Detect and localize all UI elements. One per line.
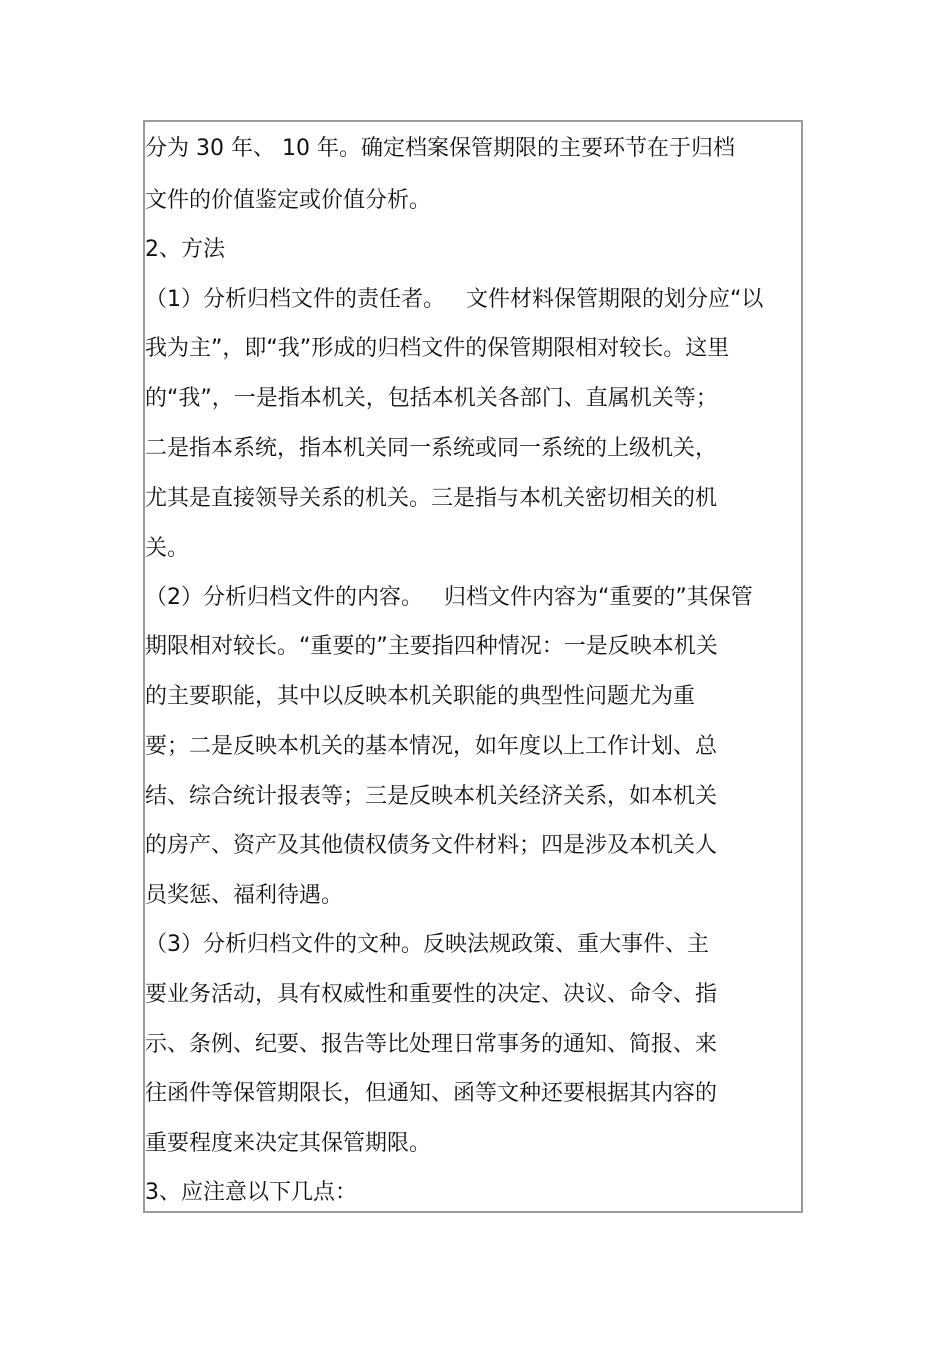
text-line-8: 尤其是直接领导关系的机关。三是指与本机关密切相关的机 <box>145 486 718 511</box>
text-line-21: 重要程度来决定其保管期限。 <box>145 1131 432 1156</box>
text-line-19: 示、条例、纪要、报告等比处理日常事务的通知、简报、来 <box>145 1032 718 1057</box>
text-line-2: 文件的价值鉴定或价值分析。 <box>145 188 432 213</box>
text-line-16: 员奖惩、福利待遇。 <box>145 883 344 908</box>
text-line-1: 分为 30 年、 10 年。确定档案保管期限的主要环节在于归档 <box>145 136 735 161</box>
document-frame <box>143 120 803 1213</box>
text-line-11: 期限相对较长。“重要的”主要指四种情况：一是反映本机关 <box>145 634 718 659</box>
text-line-12: 的主要职能，其中以反映本机关职能的典型性问题尤为重 <box>145 684 696 709</box>
text-line-17: （3）分析归档文件的文种。反映法规政策、重大事件、主 <box>145 932 709 957</box>
text-line-18: 要业务活动，具有权威性和重要性的决定、决议、命令、指 <box>145 982 718 1007</box>
text-line-5: 我为主”，即“我”形成的归档文件的保管期限相对较长。这里 <box>145 336 730 361</box>
text-line-13: 要；二是反映本机关的基本情况，如年度以上工作计划、总 <box>145 734 718 759</box>
text-line-6: 的“我”，一是指本机关，包括本机关各部门、直属机关等； <box>145 386 718 411</box>
section-heading-notes: 3、应注意以下几点： <box>145 1180 357 1205</box>
text-line-4: （1）分析归档文件的责任者。 文件材料保管期限的划分应“以 <box>145 287 764 312</box>
text-line-14: 结、综合统计报表等；三是反映本机关经济关系，如本机关 <box>145 784 718 809</box>
text-line-15: 的房产、资产及其他债权债务文件材料；四是涉及本机关人 <box>145 833 718 858</box>
text-line-9: 关。 <box>145 536 190 561</box>
text-line-7: 二是指本系统，指本机关同一系统或同一系统的上级机关， <box>145 436 718 461</box>
text-line-10: （2）分析归档文件的内容。 归档文件内容为“重要的”其保管 <box>145 585 753 610</box>
section-heading-method: 2、方法 <box>145 237 225 262</box>
text-line-20: 往函件等保管期限长，但通知、函等文种还要根据其内容的 <box>145 1081 718 1106</box>
